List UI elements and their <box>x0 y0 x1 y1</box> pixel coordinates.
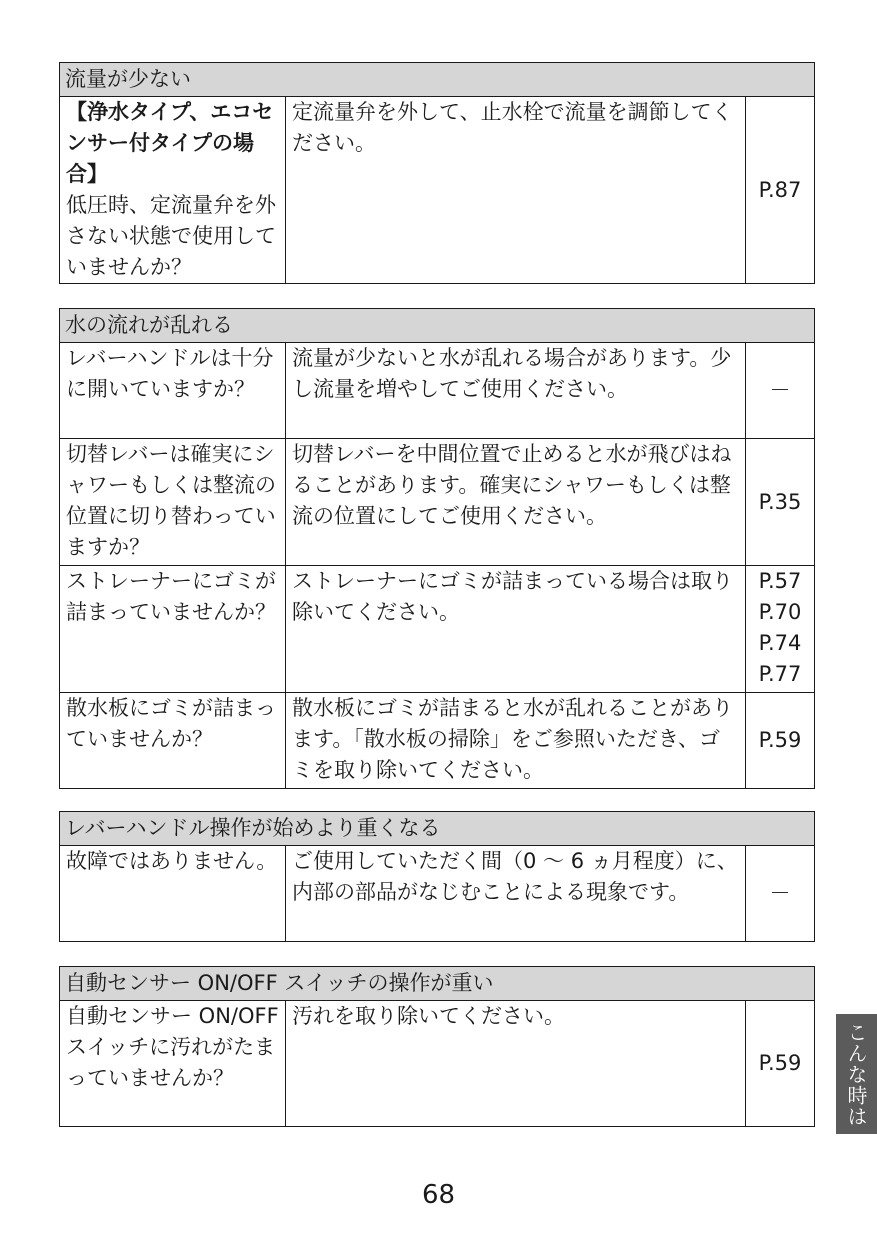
section-title: 流量が少ない <box>60 63 815 97</box>
side-tab-label: こんな時は <box>844 1021 868 1127</box>
chapter-side-tab <box>836 1014 877 1134</box>
page-ref: P.59 <box>758 728 802 752</box>
cause-cell <box>60 97 286 284</box>
page-ref-cell <box>746 693 815 789</box>
page-ref-cell <box>746 343 815 439</box>
page-ref: P.70 <box>758 600 802 624</box>
page-ref: － <box>769 881 791 905</box>
table-row <box>60 343 815 439</box>
table-row <box>60 566 815 693</box>
section-sensor-switch <box>59 966 815 1127</box>
section-low-flow <box>59 62 815 284</box>
cause-cell: ストレーナーにゴミが詰まっていませんか？ <box>60 566 286 693</box>
section-lever-heavy <box>59 811 815 942</box>
table-row <box>60 846 815 942</box>
page-ref: P.35 <box>758 489 802 514</box>
page-ref-cell <box>746 439 815 566</box>
remedy-cell: ストレーナーにゴミが詰まっている場合は取り除いてください。 <box>286 566 746 693</box>
page-ref: P.57 <box>758 569 802 593</box>
remedy-cell: ご使用していただく間（0 ～ 6 ヵ月程度）に、内部の部品がなじむことによる現象です。 <box>286 846 746 942</box>
cause-condition: 【浄水タイプ、エコセンサー付タイプの場合】 <box>66 100 274 186</box>
page-ref-cell <box>746 566 815 693</box>
page-ref-cell <box>746 846 815 942</box>
section-turbulent-flow <box>59 308 815 789</box>
page-ref: P.74 <box>758 631 802 655</box>
table-row <box>60 693 815 789</box>
remedy-cell: 切替レバーを中間位置で止めると水が飛びはねることがあります。確実にシャワーもしくは整流の位置にしてご使用ください。 <box>286 439 746 566</box>
table-row <box>60 439 815 566</box>
cause-cell: レバーハンドルは十分に開いていますか？ <box>60 343 286 439</box>
cause-cell: 散水板にゴミが詰まっていませんか？ <box>60 693 286 789</box>
remedy-cell: 流量が少ないと水が乱れる場合があります。少し流量を増やしてご使用ください。 <box>286 343 746 439</box>
cause-text: 低圧時、定流量弁を外さない状態で使用していませんか？ <box>66 193 276 279</box>
cause-cell: 自動センサー ON/OFF スイッチに汚れがたまっていませんか？ <box>60 1001 286 1127</box>
page-ref-cell <box>746 97 815 284</box>
page-ref: P.87 <box>758 177 802 202</box>
page-ref: P.77 <box>758 662 802 686</box>
remedy-cell: 散水板にゴミが詰まると水が乱れることがあります。「散水板の掃除」をご参照いただき、ゴミを取り除いてください。 <box>286 693 746 789</box>
page-ref-cell <box>746 1001 815 1127</box>
page-number: 68 <box>421 1180 456 1210</box>
page-ref: P.59 <box>758 1051 802 1075</box>
section-title: レバーハンドル操作が始めより重くなる <box>60 812 815 846</box>
page-ref: － <box>769 378 791 402</box>
table-row <box>60 1001 815 1127</box>
table-row <box>60 97 815 284</box>
remedy-cell: 汚れを取り除いてください。 <box>286 1001 746 1127</box>
cause-cell: 切替レバーは確実にシャワーもしくは整流の位置に切り替わっていますか？ <box>60 439 286 566</box>
cause-cell: 故障ではありません。 <box>60 846 286 942</box>
section-title: 水の流れが乱れる <box>60 309 815 343</box>
section-title: 自動センサー ON/OFF スイッチの操作が重い <box>60 967 815 1001</box>
remedy-cell: 定流量弁を外して、止水栓で流量を調節してください。 <box>286 97 746 284</box>
